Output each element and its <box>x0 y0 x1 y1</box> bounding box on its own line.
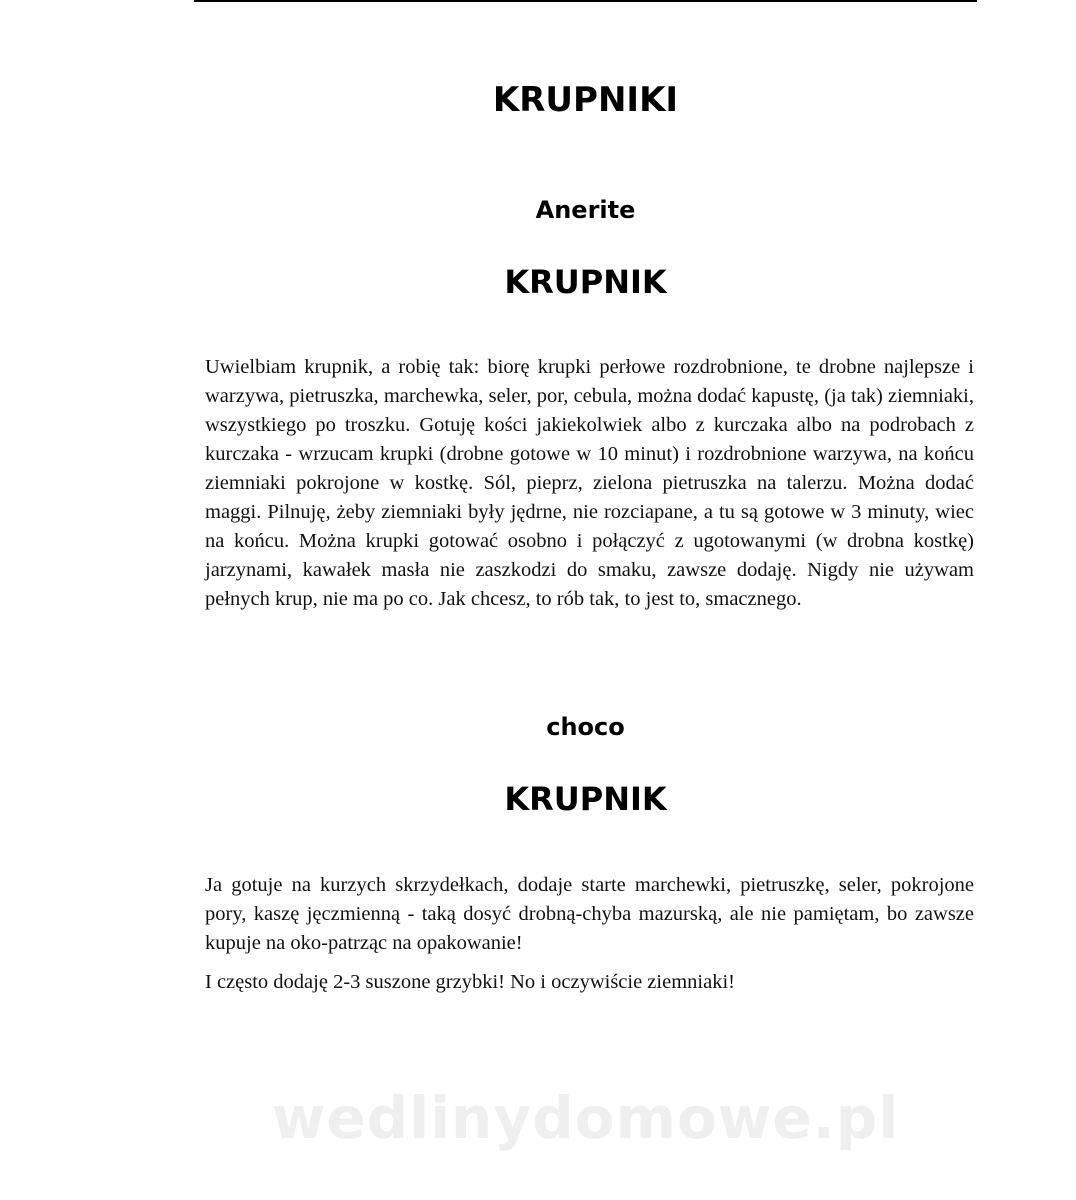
recipe-title: KRUPNIK <box>504 780 667 818</box>
recipe-title: KRUPNIK <box>504 263 667 301</box>
top-rule <box>194 0 977 2</box>
recipe-author: Anerite <box>535 196 636 224</box>
recipe-paragraph: Uwielbiam krupnik, a robię tak: biorę krupki perłowe rozdrobnione, te drobne najlepsze i warzywa, pietruszka, marchewka, seler, por, cebula, można dodać kapustę, (ja tak) ziemniaki, wszystkiego po troszku. Gotuję kości jakiekolwiek albo z kurczaka albo na podrobach z kurczaka - wrzucam krupki (drobne gotowe w 10 minut) i rozdrobnione warzywa, na końcu ziemniaki pokrojone w kostkę. Sól, pieprz, zielona pietruszka na talerzu. Można dodać maggi. Pilnuję, żeby ziemniaki były jędrne, nie rozciapane, a tu są gotowe w 3 minuty, wiec na końcu. Można krupki gotować osobno i połączyć z ugotowanymi (w drobna kostkę) jarzynami, kawałek masła nie zaszkodzi do smaku, zawsze dodaję. Nigdy nie używam pełnych krup, nie ma po co. Jak chcesz, to rób tak, to jest to, smacznego. <box>205 356 974 610</box>
recipe-author: choco <box>546 713 625 741</box>
recipe-paragraph: I często dodaję 2-3 suszone grzybki! No i oczywiście ziemniaki! <box>205 971 735 993</box>
page-title: KRUPNIKI <box>492 80 679 120</box>
watermark: wedlinydomowe.pl <box>271 1084 900 1152</box>
recipe-paragraph: Ja gotuje na kurzych skrzydełkach, dodaje starte marchewki, pietruszkę, seler, pokrojone pory, kaszę jęczmienną - taką dosyć drobną-chyba mazurską, ale nie pamiętam, bo zawsze kupuje na oko-patrząc na opakowanie! <box>205 874 974 954</box>
